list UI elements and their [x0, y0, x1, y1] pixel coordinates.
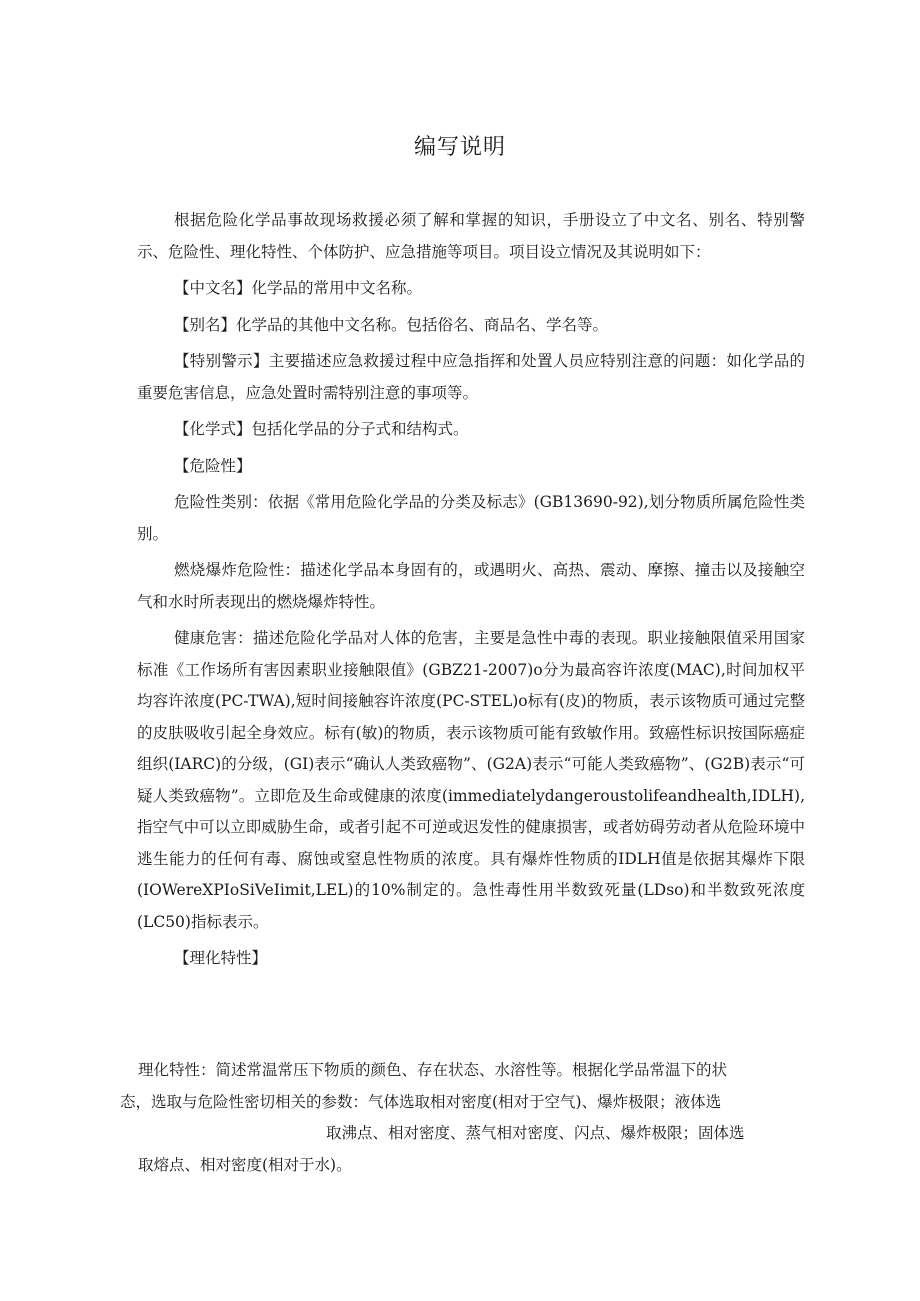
hazard-category-paragraph: 危险性类别：依据《常用危险化学品的分类及标志》(GB13690-92),划分物质所属危险性类别。	[137, 493, 805, 543]
text-line: 理化特性：简述常温常压下物质的颜色、存在状态、水溶性等。根据化学品常温下的状	[138, 1061, 728, 1079]
fire-explosion-paragraph: 燃烧爆炸危险性：描述化学品本身固有的，或遇明火、高热、震动、摩擦、撞击以及接触空气和水时所表现出的燃烧爆炸特性。	[137, 561, 805, 611]
intro-paragraph: 根据危险化学品事故现场救援必须了解和掌握的知识，手册设立了中文名、别名、特别警示、危险性、理化特性、个体防护、应急措施等项目。项目设立情况及其说明如下：	[137, 211, 805, 261]
text-line: 取熔点、相对密度(相对于水)。	[138, 1155, 352, 1174]
item-special-warning: 【特别警示】主要描述应急救援过程中应急指挥和处置人员应特别注意的问题：如化学品的重要危害信息，应急处置时需特别注意的事项等。	[137, 352, 805, 402]
section-hazard-heading: 【危险性】	[174, 456, 252, 475]
item-chinese-name: 【中文名】化学品的常用中文名称。	[174, 279, 423, 297]
item-chemical-formula: 【化学式】包括化学品的分子式和结构式。	[174, 420, 469, 438]
physchem-paragraph	[120, 1055, 810, 1181]
section-physchem-heading: 【理化特性】	[174, 949, 268, 967]
item-alias: 【别名】化学品的其他中文名称。包括俗名、商品名、学名等。	[174, 315, 609, 334]
text-line: 态，选取与危险性密切相关的参数：气体选取相对密度(相对于空气)、爆炸极限；液体选	[120, 1092, 722, 1111]
page-title: 编写说明	[413, 135, 506, 160]
document-body	[137, 205, 805, 975]
text-line: 取沸点、相对密度、蒸气相对密度、闪点、爆炸极限；固体选	[326, 1124, 745, 1142]
health-hazard-paragraph: 健康危害：描述危险化学品对人体的危害，主要是急性中毒的表现。职业接触限值采用国家标准《工作场所有害因素职业接触限值》(GBZ21-2007)o分为最高容许浓度(MAC),时间加权平均容许浓度(PC-TWA),短时间接触容许浓度(PC-STEL)o标有(皮)的物质，表示该物质可通过完整的皮肤吸收引起全身效应。标有(敏)的物质，表示该物质可能有致敏作用。致癌性标识按国际癌症组织(IARC)的分级，(GI)表示“确认人类致癌物”、(G2A)表示“可能人类致癌物”、(G2B)表示“可疑人类致癌物”。立即危及生命或健康的浓度(immediatelydangeroustolifeandhealth,IDLH),指空气中可以立即威胁生命，或者引起不可逆或迟发性的健康损害，或者妨碍劳动者从危险环境中逃生能力的任何有毒、腐蚀或窒息性物质的浓度。具有爆炸性物质的IDLH值是依据其爆炸下限(IOWereXPIoSiVeIimit,LEL)的10%制定的。急性毒性用半数致死量(LDso)和半数致死浓度(LC50)指标表示。	[137, 629, 805, 931]
